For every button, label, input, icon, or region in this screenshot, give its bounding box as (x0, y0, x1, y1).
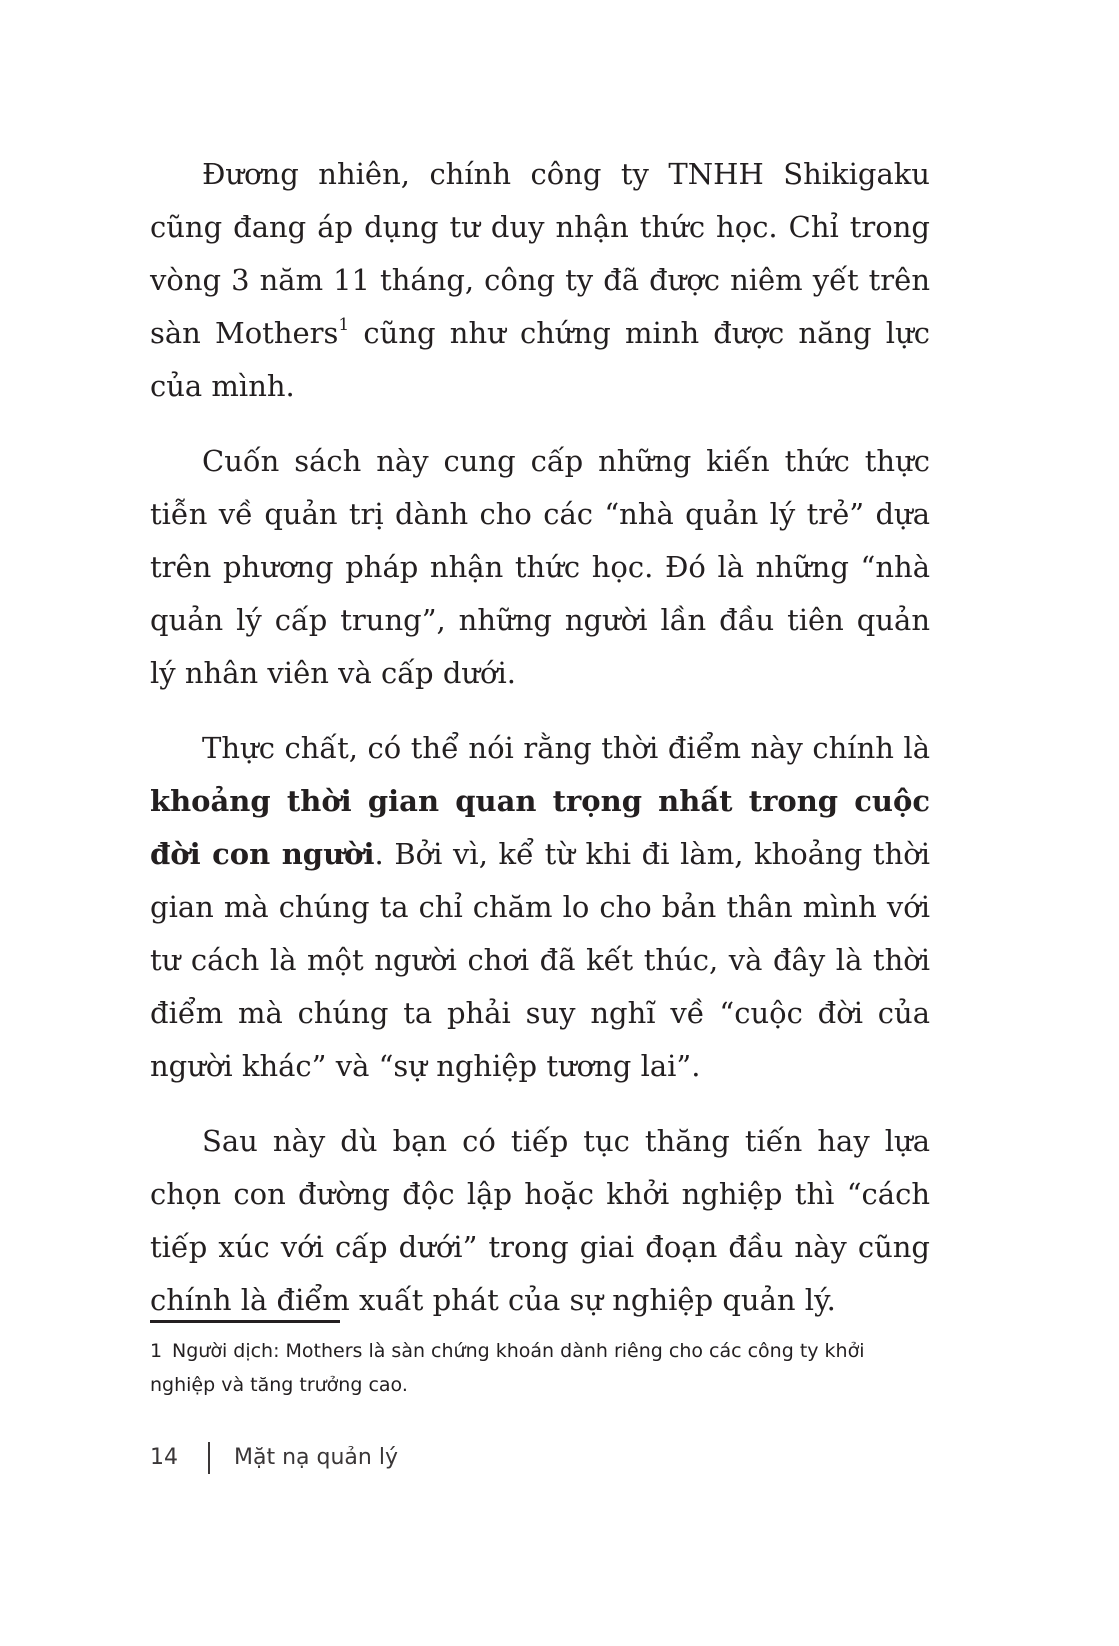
footnote-divider (150, 1320, 340, 1323)
paragraph-1-text-a: Đương nhiên, chính công ty TNHH Shikigaku cũng đang áp dụng tư duy nhận thức học. Chỉ trong vòng 3 năm 11 tháng, công ty đã được niêm yết trên sàn Mothers (150, 157, 930, 350)
paragraph-2 (150, 435, 930, 700)
paragraph-3-text-b: . Bởi vì, kể từ khi đi làm, khoảng thời gian mà chúng ta chỉ chăm lo cho bản thân mình với tư cách là một người chơi đã kết thúc, và đây là thời điểm mà chúng ta phải suy nghĩ về “cuộc đời của người khác” và “sự nghiệp tương lai”. (150, 837, 930, 1083)
paragraph-3-text-a: Thực chất, có thể nói rằng thời điểm này chính là (202, 731, 930, 765)
paragraph-1-text-b: cũng như chứng minh được năng lực của mình. (150, 316, 930, 403)
footnote-text: Người dịch: Mothers là sàn chứng khoán dành riêng cho các công ty khởi nghiệp và tăng trưởng cao. (150, 1340, 865, 1396)
paragraph-1 (150, 148, 930, 413)
footnote-reference: 1 (338, 315, 350, 336)
paragraph-4 (150, 1115, 930, 1327)
paragraph-2-text: Cuốn sách này cung cấp những kiến thức thực tiễn về quản trị dành cho các “nhà quản lý trẻ” dựa trên phương pháp nhận thức học. Đó là những “nhà quản lý cấp trung”, những người lần đầu tiên quản lý nhân viên và cấp dưới. (150, 444, 930, 690)
paragraph-3 (150, 722, 930, 1093)
book-title: Mặt nạ quản lý (234, 1445, 398, 1470)
page-footer (150, 1440, 398, 1476)
body-text (150, 148, 930, 1327)
paragraph-3-emphasis: khoảng thời gian quan trọng nhất trong cuộc đời con người (150, 784, 930, 871)
footnote (150, 1334, 930, 1402)
page-number: 14 (150, 1445, 178, 1470)
footnote-number: 1 (150, 1340, 163, 1362)
footer-separator (208, 1442, 210, 1474)
paragraph-4-text: Sau này dù bạn có tiếp tục thăng tiến hay lựa chọn con đường độc lập hoặc khởi nghiệp thì “cách tiếp xúc với cấp dưới” trong giai đoạn đầu này cũng chính là điểm xuất phát của sự nghiệp quản lý. (150, 1124, 930, 1317)
